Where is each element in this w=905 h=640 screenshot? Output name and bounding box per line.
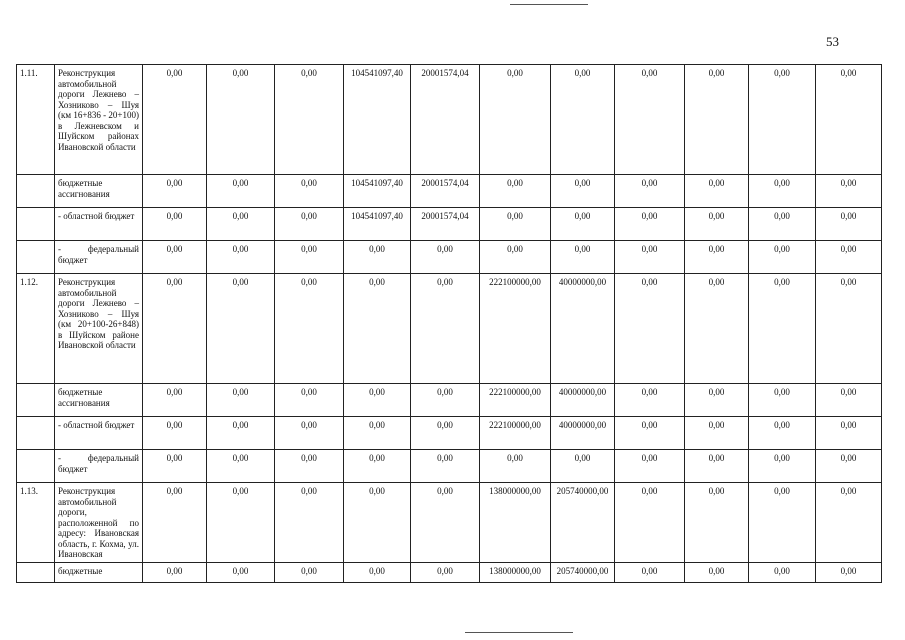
row-value: 0,00 [411, 274, 480, 384]
row-value: 0,00 [344, 274, 411, 384]
row-value: 0,00 [480, 65, 551, 175]
row-value: 0,00 [615, 384, 685, 417]
row-value: 0,00 [411, 563, 480, 583]
row-name: - федеральный бюджет [55, 241, 143, 274]
row-code [17, 208, 55, 241]
table-row [17, 417, 882, 450]
row-value: 0,00 [816, 563, 882, 583]
row-value: 0,00 [816, 274, 882, 384]
row-value: 0,00 [275, 417, 344, 450]
row-value: 0,00 [615, 274, 685, 384]
row-value: 0,00 [275, 274, 344, 384]
row-code: 1.11. [17, 65, 55, 175]
row-value: 20001574,04 [411, 208, 480, 241]
row-value: 0,00 [143, 65, 207, 175]
row-value: 0,00 [207, 175, 275, 208]
row-value: 0,00 [816, 175, 882, 208]
row-name: Реконструкция автомобильной дороги Лежнево – Хозниково – Шуя (км 20+100-26+848) в Шуйском районе Ивановской области [55, 274, 143, 384]
row-value: 0,00 [551, 208, 615, 241]
row-value: 0,00 [816, 208, 882, 241]
row-value: 0,00 [344, 450, 411, 483]
table-row [17, 208, 882, 241]
row-name: бюджетные ассигнования [55, 384, 143, 417]
row-value: 0,00 [749, 450, 816, 483]
row-value: 0,00 [749, 241, 816, 274]
row-value: 0,00 [143, 563, 207, 583]
row-value: 0,00 [344, 483, 411, 563]
row-value: 0,00 [143, 175, 207, 208]
row-value: 104541097,40 [344, 208, 411, 241]
row-value: 0,00 [749, 175, 816, 208]
row-value: 0,00 [749, 417, 816, 450]
row-value: 0,00 [615, 417, 685, 450]
row-value: 0,00 [749, 65, 816, 175]
row-value: 20001574,04 [411, 65, 480, 175]
row-value: 0,00 [143, 450, 207, 483]
row-value: 0,00 [143, 417, 207, 450]
row-value: 138000000,00 [480, 563, 551, 583]
row-value: 205740000,00 [551, 563, 615, 583]
row-value: 0,00 [275, 384, 344, 417]
row-value: 0,00 [207, 274, 275, 384]
row-value: 0,00 [143, 483, 207, 563]
row-code [17, 241, 55, 274]
row-value: 0,00 [816, 241, 882, 274]
table-row [17, 65, 882, 175]
row-value: 0,00 [816, 417, 882, 450]
row-code [17, 563, 55, 583]
table-row [17, 450, 882, 483]
row-value: 0,00 [685, 175, 749, 208]
row-name: Реконструкция автомобильной дороги, расположенной по адресу: Ивановская область, г. Кохма, ул. Ивановская [55, 483, 143, 563]
row-value: 0,00 [411, 384, 480, 417]
row-value: 0,00 [816, 384, 882, 417]
row-value: 0,00 [143, 384, 207, 417]
row-name: бюджетные [55, 563, 143, 583]
row-value: 0,00 [207, 241, 275, 274]
row-value: 0,00 [411, 241, 480, 274]
row-value: 0,00 [749, 274, 816, 384]
row-value: 104541097,40 [344, 65, 411, 175]
row-name: - федеральный бюджет [55, 450, 143, 483]
bottom-scan-artifact [465, 632, 573, 633]
row-value: 0,00 [551, 241, 615, 274]
row-code [17, 450, 55, 483]
row-value: 205740000,00 [551, 483, 615, 563]
row-value: 0,00 [816, 483, 882, 563]
row-code [17, 175, 55, 208]
row-value: 222100000,00 [480, 384, 551, 417]
row-value: 0,00 [207, 417, 275, 450]
table-row [17, 483, 882, 563]
row-value: 0,00 [615, 450, 685, 483]
row-value: 40000000,00 [551, 384, 615, 417]
row-value: 0,00 [615, 563, 685, 583]
row-value: 0,00 [615, 483, 685, 563]
row-code [17, 417, 55, 450]
row-value: 0,00 [480, 208, 551, 241]
row-value: 0,00 [143, 274, 207, 384]
row-value: 40000000,00 [551, 274, 615, 384]
table-row [17, 241, 882, 274]
table-row [17, 384, 882, 417]
table-row [17, 175, 882, 208]
row-value: 20001574,04 [411, 175, 480, 208]
budget-table [16, 64, 882, 583]
row-value: 222100000,00 [480, 274, 551, 384]
row-value: 0,00 [685, 450, 749, 483]
row-value: 0,00 [551, 65, 615, 175]
row-value: 0,00 [685, 483, 749, 563]
row-value: 0,00 [685, 274, 749, 384]
row-value: 0,00 [816, 65, 882, 175]
row-value: 0,00 [411, 450, 480, 483]
row-value: 0,00 [685, 417, 749, 450]
row-value: 0,00 [207, 483, 275, 563]
page-number: 53 [826, 34, 839, 49]
row-value: 0,00 [275, 563, 344, 583]
row-code [17, 384, 55, 417]
row-value: 0,00 [411, 417, 480, 450]
row-value: 0,00 [275, 241, 344, 274]
row-name: бюджетные ассигнования [55, 175, 143, 208]
row-value: 40000000,00 [551, 417, 615, 450]
table-row [17, 563, 882, 583]
row-value: 0,00 [275, 65, 344, 175]
row-value: 0,00 [685, 241, 749, 274]
row-value: 0,00 [344, 241, 411, 274]
top-scan-artifact [510, 4, 588, 5]
row-value: 222100000,00 [480, 417, 551, 450]
row-value: 0,00 [411, 483, 480, 563]
row-value: 0,00 [480, 175, 551, 208]
row-value: 0,00 [275, 175, 344, 208]
row-value: 0,00 [344, 563, 411, 583]
row-value: 0,00 [615, 241, 685, 274]
row-value: 0,00 [685, 384, 749, 417]
row-value: 0,00 [480, 450, 551, 483]
row-value: 0,00 [344, 384, 411, 417]
row-value: 0,00 [275, 208, 344, 241]
row-value: 0,00 [749, 563, 816, 583]
row-value: 0,00 [207, 450, 275, 483]
row-name: - областной бюджет [55, 208, 143, 241]
row-value: 0,00 [207, 208, 275, 241]
row-value: 0,00 [551, 175, 615, 208]
row-value: 0,00 [685, 65, 749, 175]
row-code: 1.13. [17, 483, 55, 563]
row-value: 0,00 [749, 208, 816, 241]
row-value: 0,00 [615, 208, 685, 241]
row-value: 0,00 [615, 175, 685, 208]
row-value: 0,00 [344, 417, 411, 450]
row-value: 0,00 [207, 563, 275, 583]
row-value: 0,00 [551, 450, 615, 483]
row-value: 0,00 [615, 65, 685, 175]
table-row [17, 274, 882, 384]
row-value: 0,00 [207, 65, 275, 175]
row-value: 0,00 [207, 384, 275, 417]
row-value: 0,00 [275, 483, 344, 563]
row-value: 0,00 [480, 241, 551, 274]
row-name: Реконструкция автомобильной дороги Лежнево – Хозниково – Шуя (км 16+836 - 20+100) в Лежневском и Шуйском районах Ивановской области [55, 65, 143, 175]
row-value: 0,00 [816, 450, 882, 483]
row-value: 0,00 [749, 384, 816, 417]
row-code: 1.12. [17, 274, 55, 384]
row-value: 138000000,00 [480, 483, 551, 563]
row-value: 0,00 [749, 483, 816, 563]
row-value: 0,00 [685, 563, 749, 583]
row-value: 104541097,40 [344, 175, 411, 208]
row-name: - областной бюджет [55, 417, 143, 450]
row-value: 0,00 [143, 241, 207, 274]
row-value: 0,00 [275, 450, 344, 483]
row-value: 0,00 [685, 208, 749, 241]
row-value: 0,00 [143, 208, 207, 241]
